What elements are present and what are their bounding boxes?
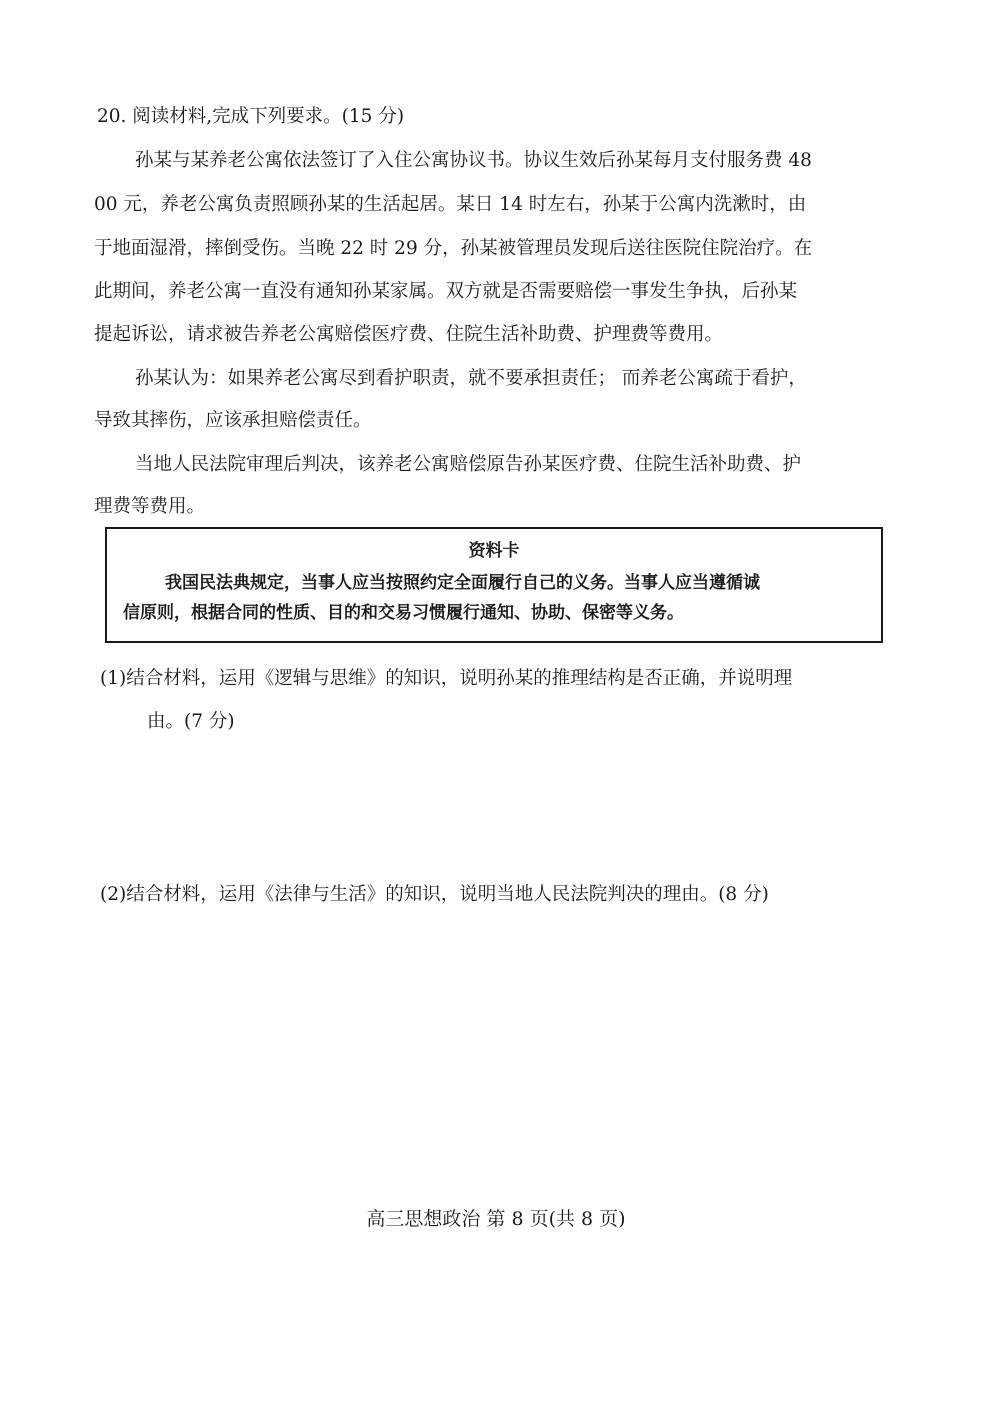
info-card [105,527,883,643]
material-line: 理费等费用。 [94,496,206,517]
material-line: 此期间，养老公寓一直没有通知孙某家属。双方就是否需要赔偿一事发生争执，后孙某 [94,281,798,302]
sub-question-2: (2)结合材料，运用《法律与生活》的知识，说明当地人民法院判决的理由。(8 分) [100,884,769,905]
material-line: 于地面湿滑，摔倒受伤。当晚 22 时 29 分，孙某被管理员发现后送往医院住院治疗。在 [94,238,813,259]
material-line: 00 元，养老公寓负责照顾孙某的生活起居。某日 14 时左右，孙某于公寓内洗漱时，由 [94,194,807,215]
page-footer: 高三思想政治 第 8 页(共 8 页) [366,1208,626,1230]
material-line: 当地人民法院审理后判决，该养老公寓赔偿原告孙某医疗费、住院生活补助费、护 [135,454,802,475]
material-line: 提起诉讼，请求被告养老公寓赔偿医疗费、住院生活补助费、护理费等费用。 [94,324,724,345]
info-card-title: 资料卡 [468,541,520,561]
question-heading: 20. 阅读材料,完成下列要求。(15 分) [97,106,405,127]
material-line: 孙某与某养老公寓依法签订了入住公寓协议书。协议生效后孙某每月支付服务费 48 [135,150,812,171]
info-card-line: 我国民法典规定，当事人应当按照约定全面履行自己的义务。当事人应当遵循诚 [165,573,760,593]
sub-question-line: (1)结合材料，运用《逻辑与思维》的知识，说明孙某的推理结构是否正确，并说明理 [100,668,793,689]
material-line: 导致其摔伤，应该承担赔偿责任。 [94,410,372,431]
info-card-line: 信原则，根据合同的性质、目的和交易习惯履行通知、协助、保密等义务。 [123,603,684,623]
material-line: 孙某认为：如果养老公寓尽到看护职责，就不要承担责任； 而养老公寓疏于看护， [135,368,807,389]
sub-question-line: 由。(7 分) [147,711,235,732]
